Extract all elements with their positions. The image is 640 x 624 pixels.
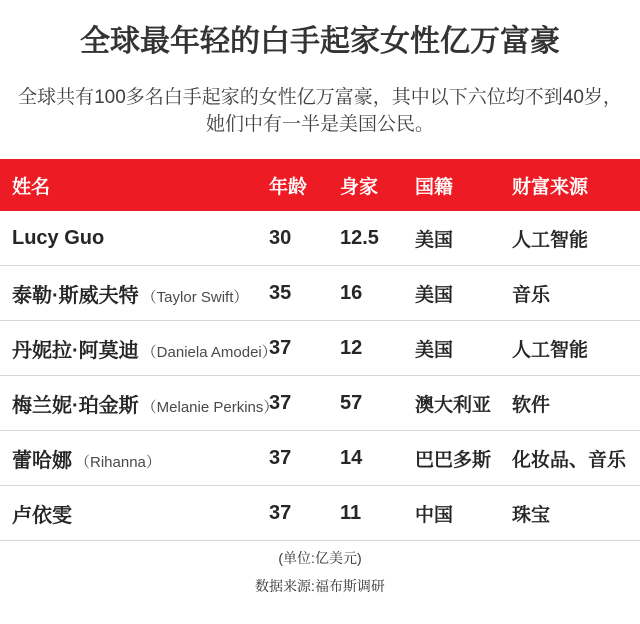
column-header-source: 财富来源 <box>512 176 589 198</box>
person-name-latin: （Daniela Amodei） <box>141 343 277 361</box>
source-value: 化妆品、音乐 <box>512 449 627 471</box>
name-cell <box>12 389 279 418</box>
worth-value: 12.5 <box>340 226 379 249</box>
source-value: 珠宝 <box>512 504 551 526</box>
age-value: 30 <box>269 226 292 249</box>
column-header-worth: 身家 <box>340 176 379 198</box>
age-value: 37 <box>269 501 292 524</box>
source-value: 音乐 <box>512 284 551 306</box>
subtitle <box>0 84 640 138</box>
worth-value: 14 <box>340 446 363 469</box>
page-title: 全球最年轻的白手起家女性亿万富豪 <box>80 25 560 58</box>
table-row <box>0 266 640 321</box>
worth-value: 16 <box>340 281 363 304</box>
worth-value: 11 <box>340 501 362 524</box>
name-cell <box>12 334 277 363</box>
person-name: 泰勒·斯威夫特 <box>12 284 139 307</box>
person-name-latin: （Rihanna） <box>75 453 161 471</box>
nationality-value: 美国 <box>415 339 454 361</box>
nationality-value: 美国 <box>415 284 454 306</box>
table-row <box>0 431 640 486</box>
age-value: 35 <box>269 281 292 304</box>
data-source-note: 数据来源:福布斯调研 <box>255 578 385 594</box>
source-value: 人工智能 <box>512 339 589 361</box>
table-row <box>0 211 640 266</box>
worth-value: 12 <box>340 336 363 359</box>
nationality-value: 澳大利亚 <box>415 394 492 416</box>
table-row <box>0 321 640 376</box>
column-header-name: 姓名 <box>12 176 51 198</box>
age-value: 37 <box>269 446 292 469</box>
subtitle-line-1: 全球共有100多名白手起家的女性亿万富豪，其中以下六位均不到40岁， <box>18 87 622 108</box>
person-name-latin: （Melanie Perkins） <box>141 398 279 416</box>
nationality-value: 中国 <box>415 504 454 526</box>
name-cell <box>12 444 269 473</box>
person-name: 梅兰妮·珀金斯 <box>12 394 139 417</box>
table-row <box>0 376 640 431</box>
name-cell <box>12 499 269 528</box>
age-value: 37 <box>269 336 292 359</box>
column-header-nationality: 国籍 <box>415 176 454 198</box>
infographic-card <box>0 24 640 596</box>
person-name: Lucy Guo <box>12 226 105 249</box>
person-name: 丹妮拉·阿莫迪 <box>12 339 139 362</box>
subtitle-line-2: 她们中有一半是美国公民。 <box>205 114 434 135</box>
billionaires-table <box>0 159 640 541</box>
unit-note: (单位:亿美元) <box>278 550 362 566</box>
nationality-value: 美国 <box>415 229 454 251</box>
person-name-latin: （Taylor Swift） <box>141 288 249 306</box>
name-cell <box>12 227 269 250</box>
name-cell <box>12 279 269 308</box>
person-name: 蕾哈娜 <box>12 449 72 472</box>
nationality-value: 巴巴多斯 <box>415 449 492 471</box>
source-value: 人工智能 <box>512 229 589 251</box>
age-value: 37 <box>269 391 292 414</box>
worth-value: 57 <box>340 391 363 414</box>
person-name: 卢依雯 <box>12 504 72 527</box>
column-header-age: 年龄 <box>269 176 308 198</box>
table-row <box>0 486 640 541</box>
table-header-row <box>0 159 640 211</box>
source-value: 软件 <box>512 394 551 416</box>
